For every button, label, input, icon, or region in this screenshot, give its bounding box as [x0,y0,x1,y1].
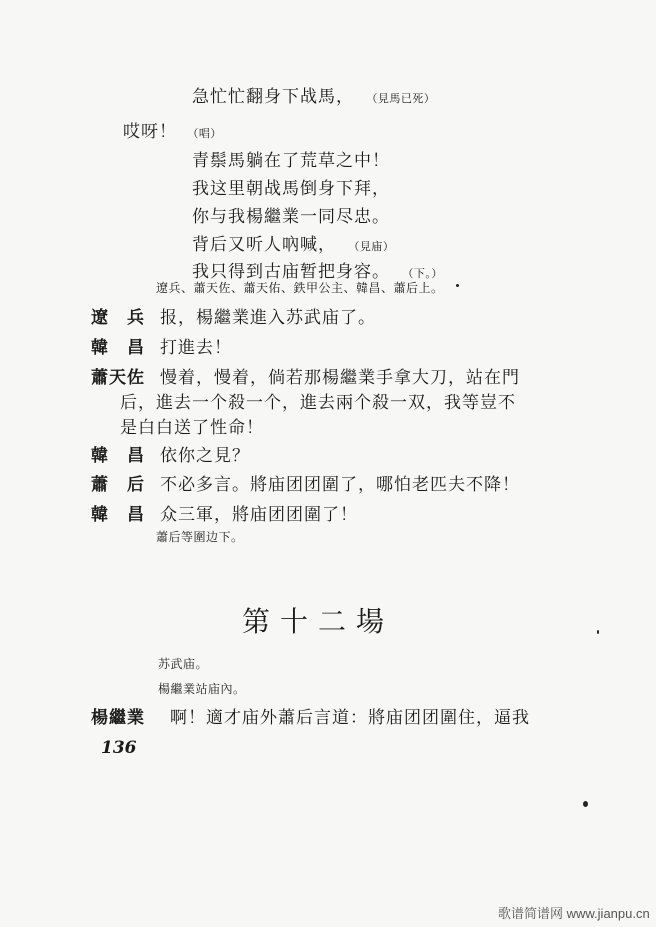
speaker-name: 蕭天佐 [91,368,145,388]
verse-line [192,230,394,255]
scene-title: 第十二場 [242,605,395,638]
stage-direction: 蕭后等圍边下。 [156,530,244,544]
page-number: 136 [101,738,137,758]
dialogue-line: 后，進去一个殺一个，進去兩个殺一双，我等豈不 [120,393,516,413]
dialogue-line: 打進去！ [160,338,232,358]
dialogue-line: 是白白送了性命！ [120,418,264,438]
verse-text: 我只得到古庙暂把身容。 [192,262,390,282]
speaker-name: 楊繼業 [91,708,145,728]
verse-text: 背后又听人吶喊， [192,235,336,255]
stage-direction: 苏武庙。 [158,657,209,671]
dialogue-line: 众三軍，將庙团团圍了！ [160,505,358,525]
dialogue-line: 慢着，慢着，倘若那楊繼業手拿大刀，站在門 [160,368,520,388]
exclamation-text: 哎呀！ [123,122,177,142]
site-watermark: 歌谱简谱网 www.jianpu.cn [498,906,650,921]
dialogue-line: 依你之見？ [160,446,250,466]
stage-direction: 遼兵、蕭天佐、蕭天佑、鉄甲公主、韓昌、蕭后上。 [156,281,444,295]
stage-note: （見馬已死） [366,92,436,105]
stage-note: （唱） [187,127,222,140]
verse-text: 急忙忙翻身下战馬， [192,87,354,107]
exclamation-line [123,117,222,142]
speaker-name: 韓 昌 [91,505,145,525]
scan-speck [597,630,599,634]
stage-direction: 楊繼業站庙內。 [158,682,246,696]
scan-speck [583,801,588,807]
dialogue-line: 不必多言。將庙团团圍了，哪怕老匹夫不降！ [160,475,520,495]
scan-speck [456,284,459,287]
speaker-name: 韓 昌 [91,338,145,358]
dialogue-line: 报，楊繼業進入苏武庙了。 [160,308,376,328]
speaker-name: 韓 昌 [91,446,145,466]
speaker-name: 蕭 后 [91,475,145,495]
stage-note: （見庙） [348,240,395,253]
stage-note: （下。） [402,267,443,280]
verse-line [192,82,435,107]
verse-line: 我这里朝战馬倒身下拜， [192,179,390,199]
verse-line: 你与我楊繼業一同尽忠。 [192,207,390,227]
speaker-name: 遼 兵 [91,308,145,328]
verse-line: 青鬃馬躺在了荒草之中！ [192,151,390,171]
dialogue-line: 啊！適才庙外蕭后言道：將庙团团圍住，逼我 [170,708,530,728]
